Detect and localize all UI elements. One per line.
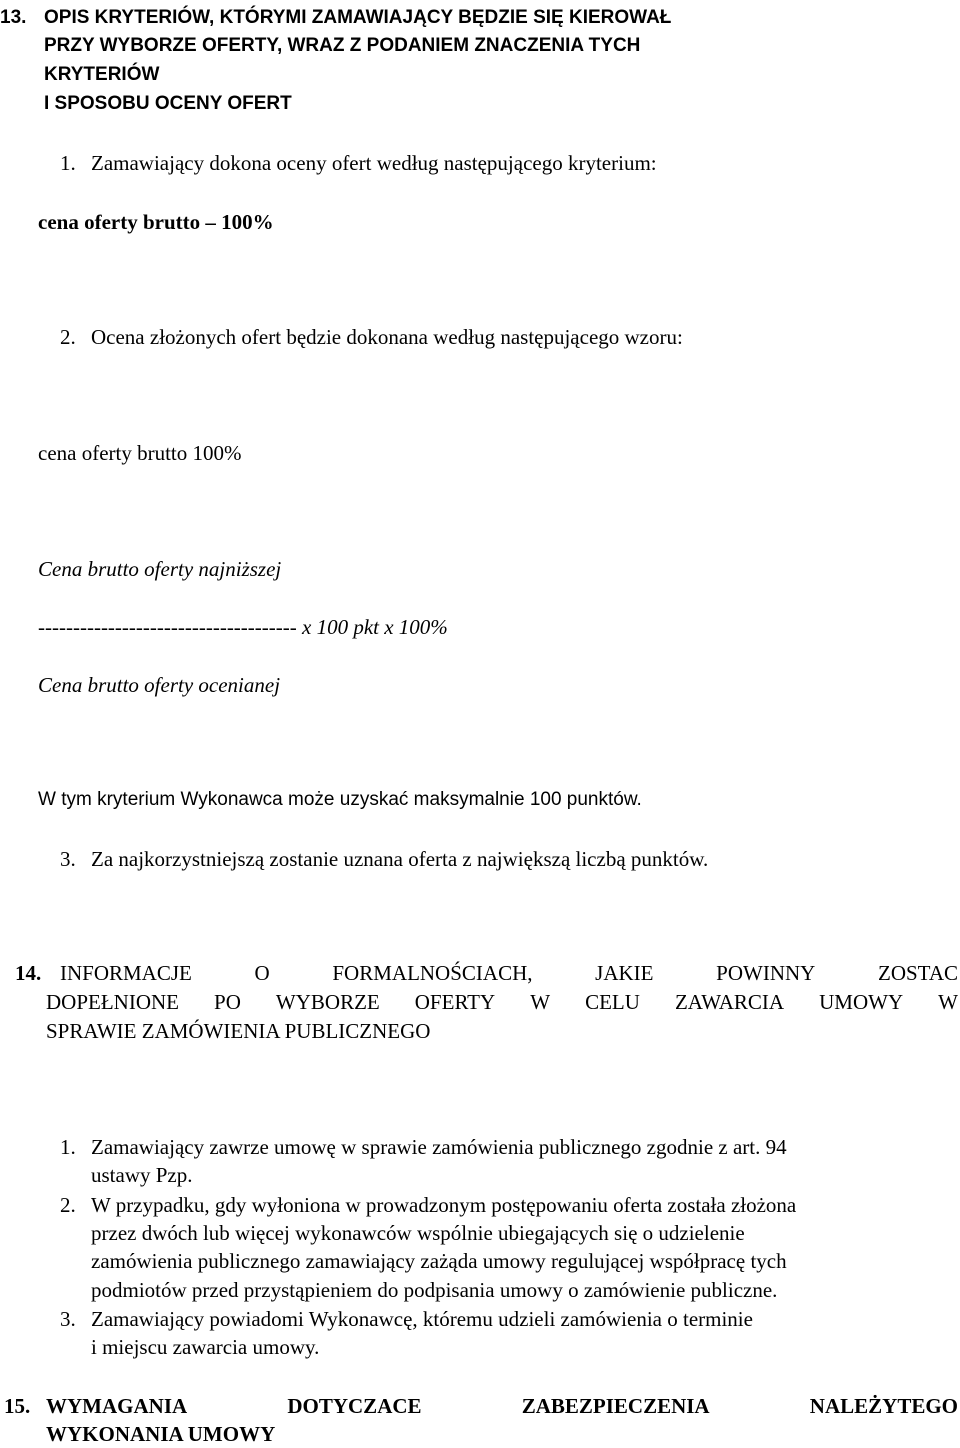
section-14-item-1-line-1: Zamawiający zawrze umowę w sprawie zamówienia publicznego zgodnie z art. 94 bbox=[91, 1135, 787, 1159]
section-14-title-line-2-word: W bbox=[938, 990, 958, 1014]
criterion-text: cena oferty brutto – 100% bbox=[38, 210, 274, 234]
section-15-title-line-1-word: NALEŻYTEGO bbox=[809, 1394, 958, 1418]
section-14-item-3-line-2: i miejscu zawarcia umowy. bbox=[91, 1335, 320, 1359]
section-15-title-line-1-word: DOTYCZACE bbox=[287, 1394, 422, 1418]
section-15-title-line-1-word: ZABEZPIECZENIA bbox=[521, 1394, 710, 1418]
section-14-title-line-2-word: OFERTY bbox=[414, 990, 496, 1014]
section-13-item-2-number: 2. bbox=[60, 325, 76, 349]
section-14-item-3-line-1: Zamawiający powiadomi Wykonawcę, któremu udzieli zamówienia o terminie bbox=[91, 1307, 753, 1331]
section-14-title-line-2-word: UMOWY bbox=[819, 990, 904, 1014]
section-14-title-line-2-word: W bbox=[530, 990, 551, 1014]
formula-denominator: Cena brutto oferty ocenianej bbox=[38, 673, 281, 697]
section-15-title-line-2: WYKONANIA UMOWY bbox=[46, 1422, 276, 1446]
section-14-title-line-1-word: JAKIE bbox=[595, 961, 654, 985]
section-14-title-line-2-word: CELU bbox=[585, 990, 640, 1014]
section-14-item-2-line-3: zamówienia publicznego zamawiający zażąda umowy regulującej współpracę tych bbox=[91, 1249, 787, 1273]
section-14-title-line-2-word: DOPEŁNIONE bbox=[46, 990, 179, 1014]
section-13-title-line-2: PRZY WYBORZE OFERTY, WRAZ Z PODANIEM ZNACZENIA TYCH bbox=[44, 35, 641, 56]
section-13-title-line-1: OPIS KRYTERIÓW, KTÓRYMI ZAMAWIAJĄCY BĘDZIE SIĘ KIEROWAŁ bbox=[44, 7, 672, 28]
section-14-item-3-number: 3. bbox=[60, 1307, 76, 1331]
section-14-title-line-1-word: ZOSTAC bbox=[878, 961, 958, 985]
formula-fraction-line: ------------------------------------- x 100 pkt x 100% bbox=[38, 615, 448, 639]
section-15-title-line-1-word: WYMAGANIA bbox=[46, 1394, 188, 1418]
section-14-title-line-2-word: ZAWARCIA bbox=[674, 990, 785, 1014]
section-14-item-2-line-1: W przypadku, gdy wyłoniona w prowadzonym postępowaniu oferta została złożona bbox=[91, 1193, 797, 1217]
section-13-item-1-text: Zamawiający dokona oceny ofert według następującego kryterium: bbox=[91, 151, 657, 175]
section-13-item-2-text: Ocena złożonych ofert będzie dokonana według następującego wzoru: bbox=[91, 325, 683, 349]
section-14-number: 14. bbox=[15, 961, 42, 985]
max-points-text: W tym kryterium Wykonawca może uzyskać maksymalnie 100 punktów. bbox=[38, 789, 642, 810]
section-14-title-line-2 bbox=[46, 988, 958, 1016]
section-14-item-2-line-2: przez dwóch lub więcej wykonawców wspólnie ubiegających się o udzielenie bbox=[91, 1221, 745, 1245]
section-13-number: 13. bbox=[0, 7, 27, 28]
section-14-title-line-1-word: POWINNY bbox=[716, 961, 816, 985]
section-13-title-line-3: KRYTERIÓW bbox=[44, 64, 160, 85]
formula-label: cena oferty brutto 100% bbox=[38, 441, 242, 465]
formula-numerator: Cena brutto oferty najniższej bbox=[38, 557, 282, 581]
section-15-title-line-1 bbox=[46, 1392, 958, 1420]
section-14-title-line-2-word: WYBORZE bbox=[275, 990, 380, 1014]
section-14-item-2-line-4: podmiotów przed przystąpieniem do podpisania umowy o zamówienie publiczne. bbox=[91, 1278, 778, 1302]
section-14-title-line-2-word: PO bbox=[214, 990, 241, 1014]
section-14-title-line-1-word: O bbox=[254, 961, 270, 985]
section-14-title-line-1-word: FORMALNOŚCIACH, bbox=[332, 961, 533, 985]
section-13-title-line-4: I SPOSOBU OCENY OFERT bbox=[44, 93, 292, 114]
section-14-item-1-number: 1. bbox=[60, 1135, 76, 1159]
section-13-item-3-text: Za najkorzystniejszą zostanie uznana oferta z największą liczbą punktów. bbox=[91, 847, 709, 871]
section-14-title-line-3: SPRAWIE ZAMÓWIENIA PUBLICZNEGO bbox=[46, 1019, 431, 1043]
section-15-number: 15. bbox=[4, 1394, 31, 1418]
section-14-item-1-line-2: ustawy Pzp. bbox=[91, 1163, 193, 1187]
section-14-item-2-number: 2. bbox=[60, 1193, 76, 1217]
section-13-item-1-number: 1. bbox=[60, 151, 76, 175]
section-13-item-3-number: 3. bbox=[60, 847, 76, 871]
section-14-title-line-1 bbox=[60, 959, 958, 987]
section-14-title-line-1-word: INFORMACJE bbox=[60, 961, 192, 985]
